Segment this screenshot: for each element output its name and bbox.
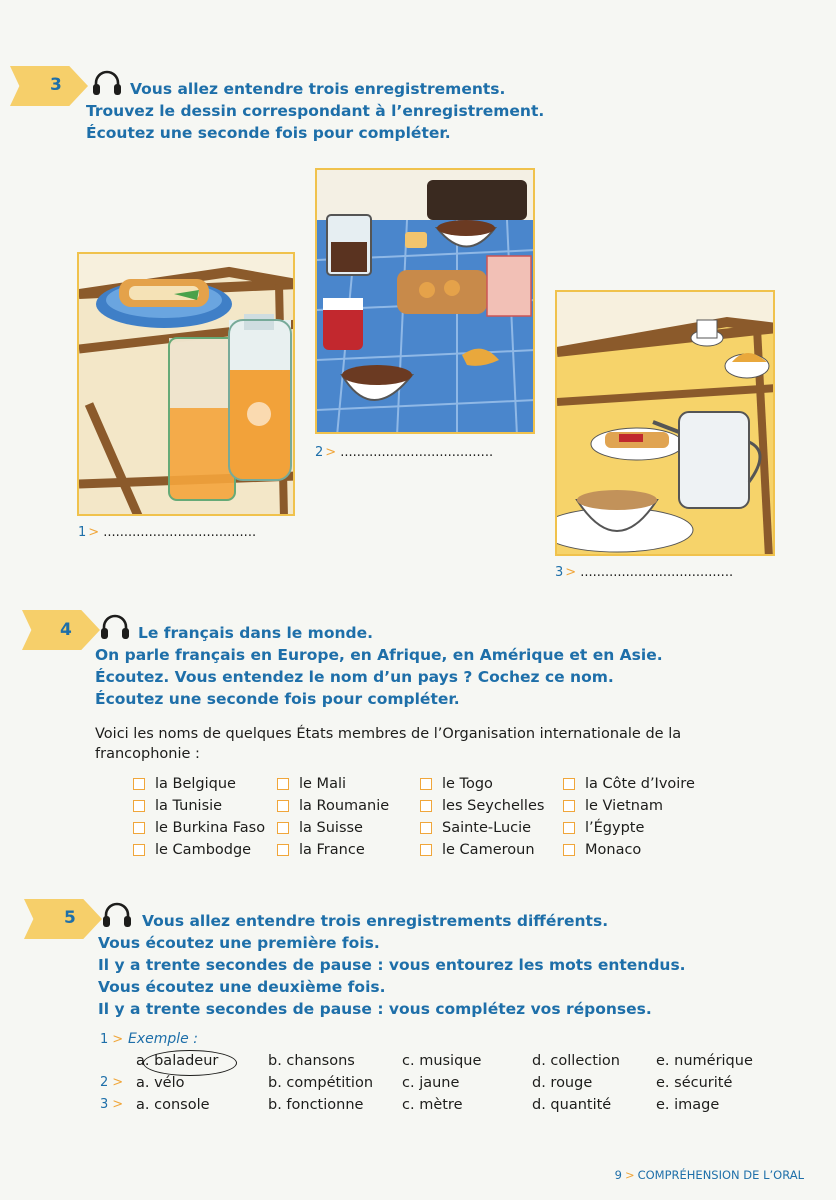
word-option[interactable]: c. jaune (402, 1075, 460, 1091)
caption-2-answer-line[interactable]: ..................................... (340, 445, 494, 460)
ex5-row-1-num: 1 (100, 1032, 109, 1047)
caption-1 (78, 525, 256, 540)
caption-2-number: 2 (315, 445, 324, 460)
ex5-row-1-arrow: > (112, 1032, 124, 1047)
country-option[interactable] (563, 820, 644, 836)
exercise-5-number: 5 (64, 908, 76, 928)
country-option[interactable] (277, 776, 346, 792)
exercise-5-instructions (98, 932, 686, 1020)
picture-3-coffee-table (555, 290, 775, 556)
word-option[interactable]: a. vélo (136, 1075, 185, 1091)
country-name: le Mali (299, 776, 347, 792)
ex5-line-4: Vous écoutez une deuxième fois. (98, 978, 386, 996)
country-option[interactable] (133, 776, 236, 792)
exercise-3-instructions-cont (86, 100, 544, 144)
exercise-3-badge (10, 66, 88, 106)
footer-arrow: > (624, 1168, 635, 1182)
checkbox[interactable] (133, 778, 145, 790)
country-option[interactable] (420, 798, 544, 814)
checkbox[interactable] (277, 778, 289, 790)
headphones-icon (92, 70, 122, 96)
country-option[interactable] (420, 842, 535, 858)
checkbox[interactable] (563, 844, 575, 856)
exercise-4-instructions (95, 644, 663, 710)
ex4-line-2: On parle français en Europe, en Afrique, en Amérique et en Asie. (95, 646, 663, 664)
caption-2 (315, 445, 493, 460)
country-option[interactable] (133, 842, 251, 858)
word-option[interactable]: e. sécurité (656, 1075, 733, 1091)
country-option[interactable] (563, 798, 663, 814)
country-option[interactable] (133, 820, 265, 836)
country-option[interactable] (420, 776, 493, 792)
ex4-line-4: Écoutez une seconde fois pour compléter. (95, 690, 460, 708)
caption-3-number: 3 (555, 565, 564, 580)
word-option[interactable]: b. chansons (268, 1053, 355, 1069)
checkbox[interactable] (420, 800, 432, 812)
checkbox[interactable] (133, 844, 145, 856)
word-option[interactable]: e. image (656, 1097, 720, 1113)
page-footer (615, 1168, 804, 1182)
country-name: le Burkina Faso (155, 820, 266, 836)
ex3-line-3: Écoutez une seconde fois pour compléter. (86, 124, 451, 142)
checkbox[interactable] (563, 822, 575, 834)
country-name: la Roumanie (299, 798, 390, 814)
ex3-line-2: Trouvez le dessin correspondant à l’enregistrement. (86, 102, 545, 120)
country-name: la Côte d’Ivoire (585, 776, 695, 792)
caption-1-arrow: > (88, 525, 100, 540)
word-option[interactable]: c. mètre (402, 1097, 463, 1113)
word-option[interactable]: b. fonctionne (268, 1097, 364, 1113)
ex4-line-3: Écoutez. Vous entendez le nom d’un pays ? Cochez ce nom. (95, 668, 614, 686)
ex5-line-5: Il y a trente secondes de pause : vous complétez vos réponses. (98, 1000, 652, 1018)
exercise-3-instructions (130, 78, 505, 100)
picture-2-breakfast-table (315, 168, 535, 434)
ex5-line-3: Il y a trente secondes de pause : vous entourez les mots entendus. (98, 956, 686, 974)
caption-1-number: 1 (78, 525, 87, 540)
checkbox[interactable] (563, 778, 575, 790)
country-name: les Seychelles (442, 798, 545, 814)
caption-3-arrow: > (565, 565, 577, 580)
country-name: l’Égypte (585, 820, 645, 836)
word-option[interactable]: e. numérique (656, 1053, 753, 1069)
ex5-row-3-arrow: > (112, 1097, 124, 1112)
ex5-row-3-num: 3 (100, 1097, 109, 1112)
checkbox[interactable] (420, 778, 432, 790)
caption-2-arrow: > (325, 445, 337, 460)
exercise-4-number: 4 (60, 620, 72, 640)
ex5-row-3-number (100, 1097, 123, 1112)
exercise-4-title (138, 622, 373, 644)
checkbox[interactable] (133, 822, 145, 834)
ex4-line-1: Le français dans le monde. (138, 624, 374, 642)
headphones-icon (100, 614, 130, 640)
country-name: la Belgique (155, 776, 236, 792)
country-name: la Suisse (299, 820, 363, 836)
ex5-line-2: Vous écoutez une première fois. (98, 934, 380, 952)
country-name: le Cameroun (442, 842, 535, 858)
page-number: 9 (614, 1168, 622, 1182)
checkbox[interactable] (277, 800, 289, 812)
country-name: le Vietnam (585, 798, 663, 814)
country-name: le Togo (442, 776, 493, 792)
country-name: Monaco (585, 842, 642, 858)
ex5-line-1: Vous allez entendre trois enregistrements différents. (142, 912, 609, 930)
word-option[interactable]: d. quantité (532, 1097, 612, 1113)
ex5-row-1-number (100, 1032, 123, 1047)
country-option[interactable] (563, 776, 695, 792)
checkbox[interactable] (277, 844, 289, 856)
checkbox[interactable] (133, 800, 145, 812)
word-option[interactable]: a. console (136, 1097, 210, 1113)
ex5-row-2-arrow: > (112, 1075, 124, 1090)
country-name: la France (299, 842, 365, 858)
headphones-icon (102, 902, 132, 928)
caption-3 (555, 565, 733, 580)
country-option[interactable] (277, 798, 389, 814)
country-option[interactable] (133, 798, 222, 814)
exercise-4-intro: Voici les noms de quelques États membres de l’Organisation internationale de la francophonie : (95, 726, 682, 762)
country-option[interactable] (277, 842, 365, 858)
checkbox[interactable] (420, 822, 432, 834)
ex3-line-1: Vous allez entendre trois enregistrements. (130, 80, 506, 98)
word-option[interactable]: a. baladeur (136, 1053, 219, 1069)
country-name: la Tunisie (155, 798, 223, 814)
checkbox[interactable] (563, 800, 575, 812)
caption-1-answer-line[interactable]: ..................................... (103, 525, 257, 540)
caption-3-answer-line[interactable]: ..................................... (580, 565, 734, 580)
example-label: Exemple : (128, 1031, 198, 1047)
exercise-5-title (142, 910, 608, 932)
word-option[interactable]: d. rouge (532, 1075, 593, 1091)
ex5-row-2-number (100, 1075, 123, 1090)
word-option[interactable]: b. compétition (268, 1075, 374, 1091)
section-name: COMPRÉHENSION DE L’ORAL (637, 1168, 804, 1182)
country-name: le Cambodge (155, 842, 252, 858)
word-option[interactable]: d. collection (532, 1053, 620, 1069)
checkbox[interactable] (277, 822, 289, 834)
country-name: Sainte-Lucie (442, 820, 532, 836)
exercise-3-number: 3 (50, 75, 62, 95)
country-option[interactable] (420, 820, 531, 836)
ex5-row-2-num: 2 (100, 1075, 109, 1090)
word-option[interactable]: c. musique (402, 1053, 482, 1069)
picture-1-breakfast-juice (77, 252, 295, 516)
country-option[interactable] (563, 842, 641, 858)
exercise-5-badge (24, 899, 102, 939)
country-option[interactable] (277, 820, 363, 836)
checkbox[interactable] (420, 844, 432, 856)
